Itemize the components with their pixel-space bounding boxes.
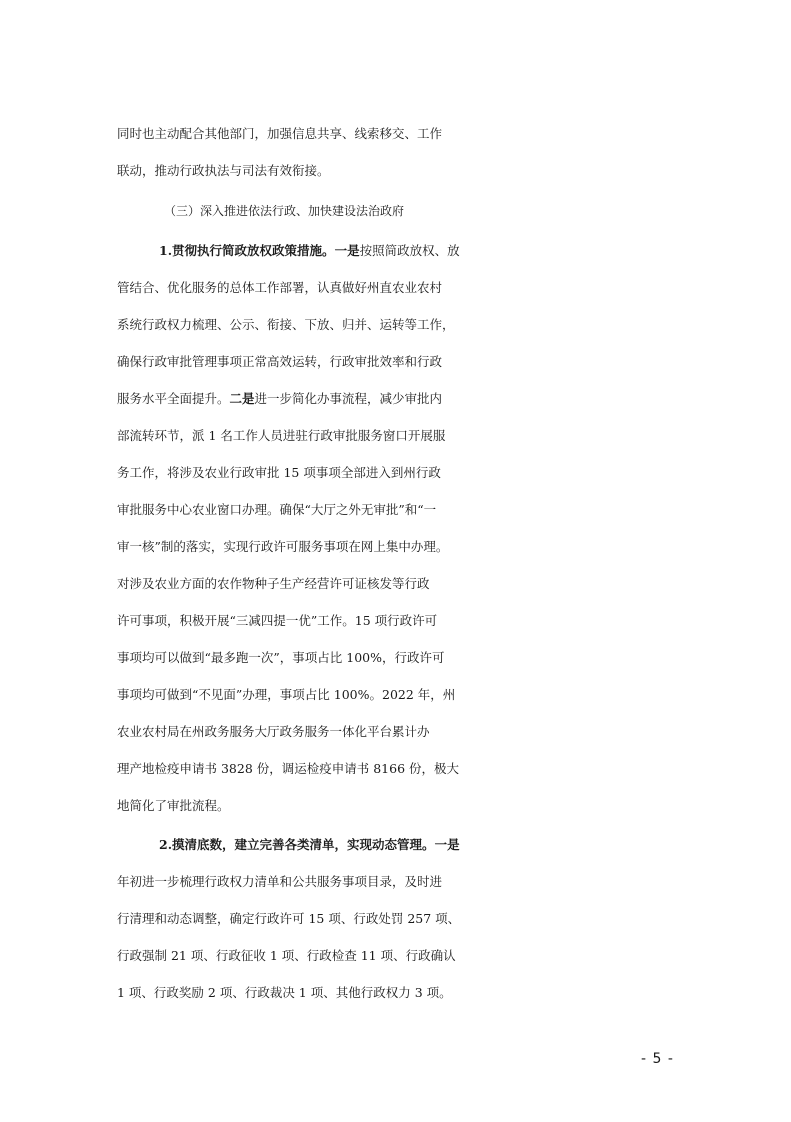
- paragraph-line: 理产地检疫申请书 3828 份，调运检疫申请书 8166 份，极大: [117, 761, 460, 776]
- paragraph-line: 确保行政审批管理事项正常高效运转，行政审批效率和行政: [117, 354, 443, 369]
- paragraph-line: 1 项、行政奖励 2 项、行政裁决 1 项、其他行政权力 3 项。: [117, 985, 452, 1000]
- paragraph-line: 事项均可做到“不见面”办理，事项占比 100%。2022 年，州: [117, 687, 456, 702]
- item-1-line-5-b: 进一步简化办事流程，减少审批内: [254, 391, 443, 406]
- paragraph-line: 农业农村局在州政务服务大厅政务服务一体化平台累计办: [117, 724, 430, 739]
- item-1-title: 1.贯彻执行简政放权政策措施。: [159, 243, 335, 258]
- paragraph-line: 地简化了审批流程。: [117, 798, 230, 813]
- paragraph-line: [117, 381, 677, 417]
- paragraph-line: 务工作，将涉及农业行政审批 15 项事项全部进入到州行政: [117, 465, 441, 480]
- paragraph-line: 对涉及农业方面的农作物种子生产经营许可证核发等行政: [117, 576, 430, 591]
- paragraph-line: 事项均可以做到“最多跑一次”，事项占比 100%，行政许可: [117, 650, 445, 665]
- paragraph-line: 联动，推动行政执法与司法有效衔接。: [117, 163, 330, 178]
- paragraph-line: 年初进一步梳理行政权力清单和公共服务事项目录，及时进: [117, 874, 443, 889]
- paragraph-line: 行清理和动态调整，确定行政许可 15 项、行政处罚 257 项、: [117, 911, 461, 926]
- item-1-second-label: 二是: [229, 391, 255, 406]
- paragraph-line: 审批服务中心农业窗口办理。确保“大厅之外无审批”和“一: [117, 502, 437, 517]
- paragraph-line: 同时也主动配合其他部门，加强信息共享、线索移交、工作: [117, 126, 443, 141]
- paragraph-line: 系统行政权力梳理、公示、衔接、下放、归并、运转等工作，: [117, 317, 455, 332]
- section-heading: （三）深入推进依法行政、加快建设法治政府: [164, 204, 405, 218]
- paragraph-line: 管结合、优化服务的总体工作部署，认真做好州直农业农村: [117, 280, 443, 295]
- item-2-first-label: 一是: [434, 837, 460, 852]
- item-1-first-line: [159, 233, 719, 269]
- paragraph-line: 行政强制 21 项、行政征收 1 项、行政检查 11 项、行政确认: [117, 948, 456, 963]
- item-1-line-1-rest: 按照简政放权、放: [359, 243, 460, 258]
- item-2-first-line: [159, 827, 719, 863]
- page-number: - 5 -: [641, 1051, 674, 1067]
- paragraph-line: 许可事项，积极开展“三减四提一优”工作。15 项行政许可: [117, 613, 438, 628]
- paragraph-line: 审一核”制的落实，实现行政许可服务事项在网上集中办理。: [117, 539, 449, 554]
- item-1-line-5-a: 服务水平全面提升。: [117, 391, 230, 406]
- item-2-title: 2.摸清底数，建立完善各类清单，实现动态管理。: [159, 837, 435, 852]
- paragraph-line: 部流转环节，派 1 名工作人员进驻行政审批服务窗口开展服: [117, 428, 446, 443]
- item-1-first-label: 一是: [334, 243, 360, 258]
